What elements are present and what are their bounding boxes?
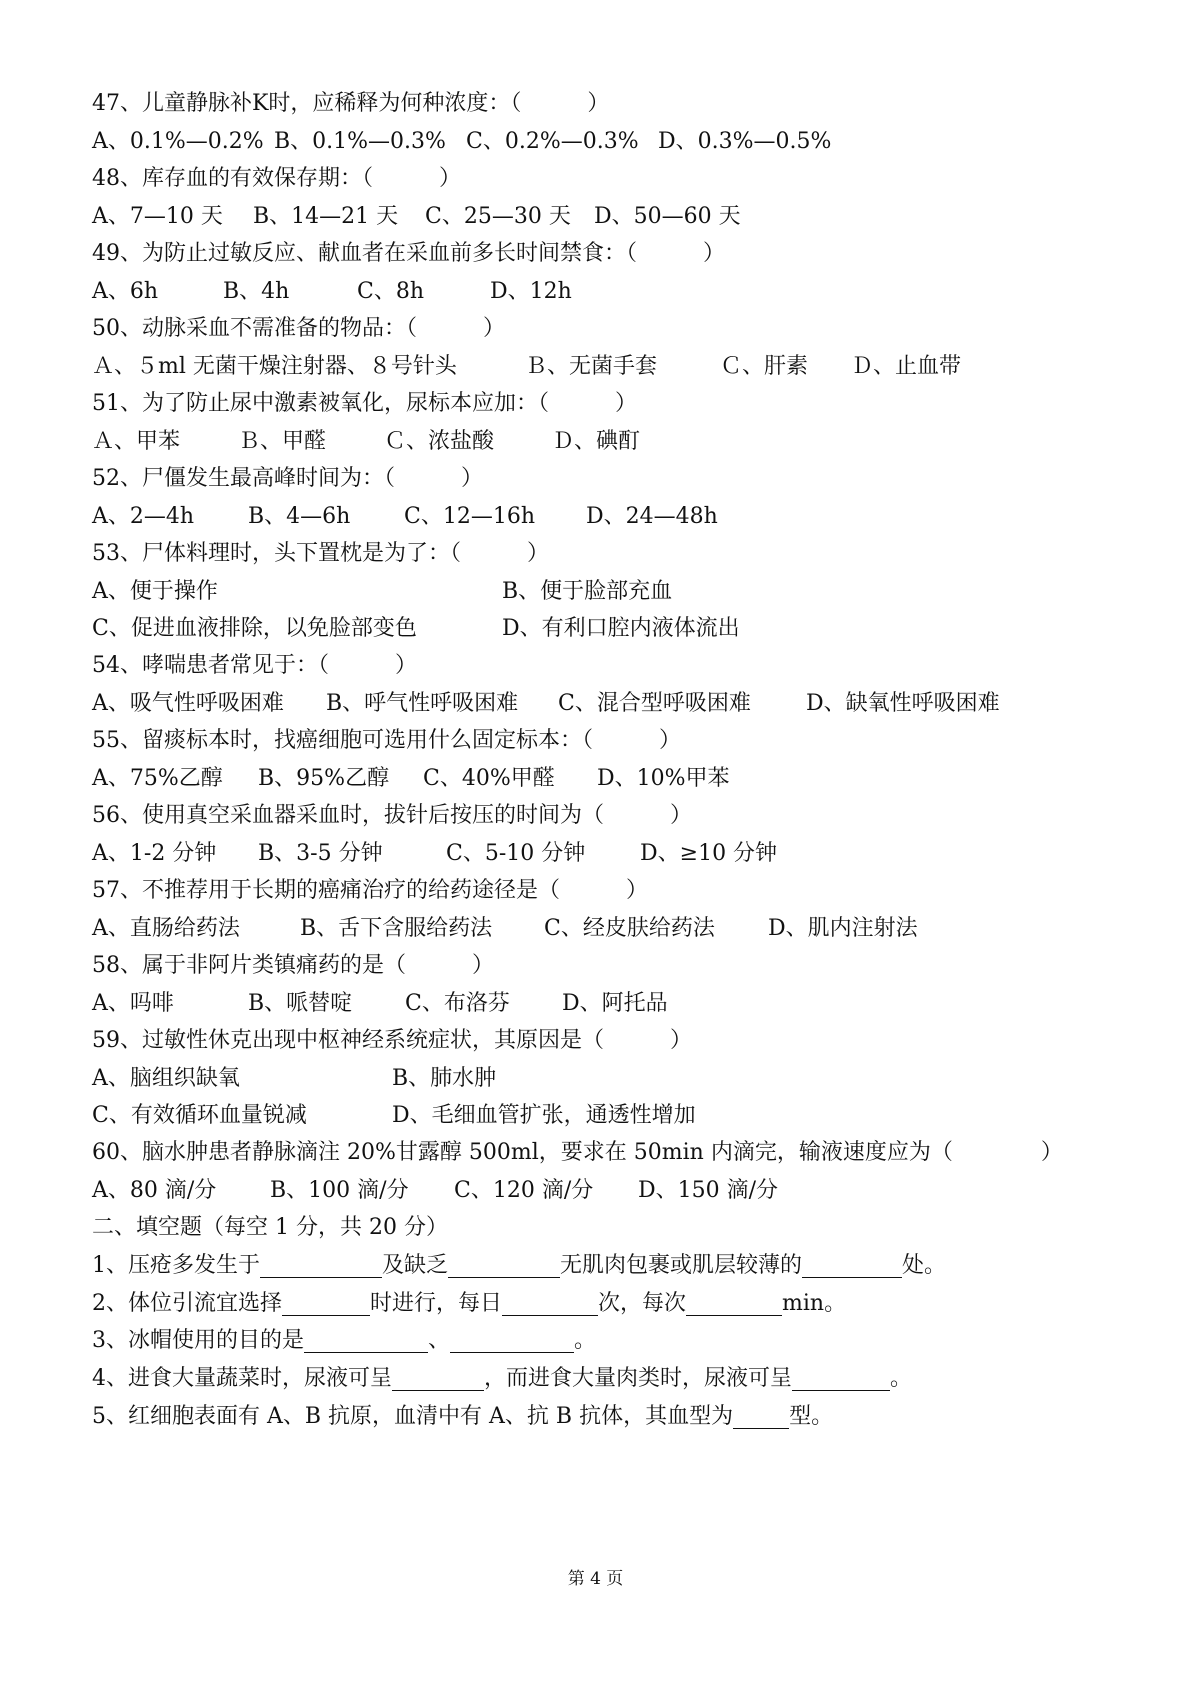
option-a: A、2—4h [92,504,195,529]
option-a: A、6h [92,279,159,304]
option-d: Ｄ、碘酊 [552,429,641,454]
option-c: C、120 滴/分 [454,1178,594,1203]
answer-blank[interactable] [450,1326,574,1353]
question-55-stem: 55、留痰标本时，找癌细胞可选用什么固定标本：（ ） [92,728,681,753]
option-b: B、呼气性呼吸困难 [326,691,519,716]
fill-text: 次，每次 [598,1291,687,1316]
option-b: Ｂ、无菌手套 [525,354,658,379]
option-c: C、有效循环血量锐减 [92,1103,307,1128]
answer-blank[interactable] [802,1251,902,1278]
option-a: A、75%乙醇 [92,766,223,791]
question-54-stem: 54、哮喘患者常见于：（ ） [92,653,417,678]
fill-blank-4 [92,1359,912,1399]
answer-blank[interactable] [686,1289,782,1316]
section-title: 二、填空题（每空 1 分，共 20 分） [92,1215,448,1240]
answer-blank[interactable] [733,1402,789,1429]
question-53-stem: 53、尸体料理时，头下置枕是为了：（ ） [92,541,549,566]
option-a: A、1-2 分钟 [92,841,217,866]
option-a: A、0.1%—0.2% [92,129,264,154]
question-49-stem: 49、为防止过敏反应、献血者在采血前多长时间禁食：（ ） [92,241,725,266]
option-b: B、95%乙醇 [258,766,390,791]
answer-blank[interactable] [260,1251,382,1278]
fill-blank-2 [92,1284,846,1324]
option-d: D、有利口腔内液体流出 [502,616,740,641]
answer-blank[interactable] [502,1289,598,1316]
question-47-stem: 47、儿童静脉补K时，应稀释为何种浓度：（ ） [92,91,610,116]
option-c: C、25—30 天 [425,204,571,229]
option-b: B、肺水肿 [392,1066,497,1091]
fill-text: min。 [782,1291,847,1316]
option-d: D、10%甲苯 [597,766,730,791]
option-c: Ｃ、肝素 [720,354,809,379]
option-d: Ｄ、止血带 [851,354,962,379]
fill-text: 。 [890,1366,913,1391]
option-d: D、肌内注射法 [768,916,918,941]
answer-blank[interactable] [792,1364,890,1391]
option-c: C、5-10 分钟 [446,841,586,866]
option-c: C、40%甲醛 [423,766,555,791]
option-b: B、4h [223,279,290,304]
option-d: D、0.3%—0.5% [658,129,832,154]
option-d: D、阿托品 [562,991,668,1016]
question-51-stem: 51、为了防止尿中激素被氧化，尿标本应加：（ ） [92,391,637,416]
option-a: A、直肠给药法 [92,916,240,941]
option-b: Ｂ、甲醛 [238,429,327,454]
option-d: D、50—60 天 [594,204,741,229]
question-52-stem: 52、尸僵发生最高峰时间为：（ ） [92,466,483,491]
option-a: A、脑组织缺氧 [92,1066,240,1091]
fill-text: 3、冰帽使用的目的是 [92,1328,304,1353]
fill-blank-1 [92,1246,946,1286]
fill-text: 2、体位引流宜选择 [92,1291,282,1316]
option-d: D、毛细血管扩张，通透性增加 [392,1103,696,1128]
option-b: B、舌下含服给药法 [300,916,493,941]
question-56-stem: 56、使用真空采血器采血时，拔针后按压的时间为（ ） [92,803,692,828]
option-b: B、3-5 分钟 [258,841,383,866]
answer-blank[interactable] [282,1289,370,1316]
fill-text: ，而进食大量肉类时，尿液可呈 [484,1366,793,1391]
answer-blank[interactable] [304,1326,428,1353]
answer-blank[interactable] [448,1251,560,1278]
option-a: Ａ、甲苯 [92,429,181,454]
option-c: C、经皮肤给药法 [544,916,715,941]
option-c: C、12—16h [404,504,535,529]
fill-blank-3 [92,1321,596,1361]
option-b: B、14—21 天 [253,204,399,229]
question-50-stem: 50、动脉采血不需准备的物品：（ ） [92,316,505,341]
question-58-stem: 58、属于非阿片类镇痛药的是（ ） [92,953,494,978]
fill-text: 及缺乏 [382,1253,449,1278]
page-number: 第 4 页 [567,1569,624,1589]
option-d: D、12h [490,279,572,304]
option-a: A、7—10 天 [92,204,223,229]
fill-text: 4、进食大量蔬菜时，尿液可呈 [92,1366,392,1391]
option-b: B、4—6h [248,504,351,529]
option-c: C、0.2%—0.3% [466,129,639,154]
fill-text: 1、压疮多发生于 [92,1253,260,1278]
fill-text: 无肌肉包裹或肌层较薄的 [560,1253,803,1278]
question-60-stem: 60、脑水肿患者静脉滴注 20%甘露醇 500ml，要求在 50min 内滴完，输液速度应为（ ） [92,1140,1063,1165]
option-a: Ａ、５ml 无菌干燥注射器、８号针头 [92,354,457,379]
option-a: A、吗啡 [92,991,174,1016]
question-57-stem: 57、不推荐用于长期的癌痛治疗的给药途径是（ ） [92,878,648,903]
fill-text: 时进行，每日 [370,1291,503,1316]
option-c: C、混合型呼吸困难 [558,691,751,716]
option-d: D、≥10 分钟 [640,841,778,866]
option-c: Ｃ、浓盐酸 [384,429,495,454]
option-b: B、0.1%—0.3% [274,129,446,154]
option-d: D、24—48h [586,504,718,529]
fill-blank-5 [92,1397,833,1437]
option-c: C、布洛芬 [405,991,510,1016]
option-d: D、缺氧性呼吸困难 [806,691,1000,716]
option-b: B、哌替啶 [248,991,353,1016]
fill-text: 型。 [789,1404,834,1429]
option-d: D、150 滴/分 [638,1178,779,1203]
fill-text: 5、红细胞表面有 A、B 抗原，血清中有 A、抗 B 抗体，其血型为 [92,1404,734,1429]
question-48-stem: 48、库存血的有效保存期：（ ） [92,166,461,191]
fill-text: 处。 [902,1253,947,1278]
fill-text: 。 [574,1328,597,1353]
question-59-stem: 59、过敏性休克出现中枢神经系统症状，其原因是（ ） [92,1028,692,1053]
option-b: B、便于脸部充血 [502,579,673,604]
option-c: C、促进血液排除，以免脸部变色 [92,616,417,641]
option-c: C、8h [357,279,424,304]
option-a: A、吸气性呼吸困难 [92,691,284,716]
option-a: A、80 滴/分 [92,1178,217,1203]
fill-text: 、 [428,1328,451,1353]
option-a: A、便于操作 [92,579,218,604]
option-b: B、100 滴/分 [270,1178,409,1203]
answer-blank[interactable] [392,1364,484,1391]
